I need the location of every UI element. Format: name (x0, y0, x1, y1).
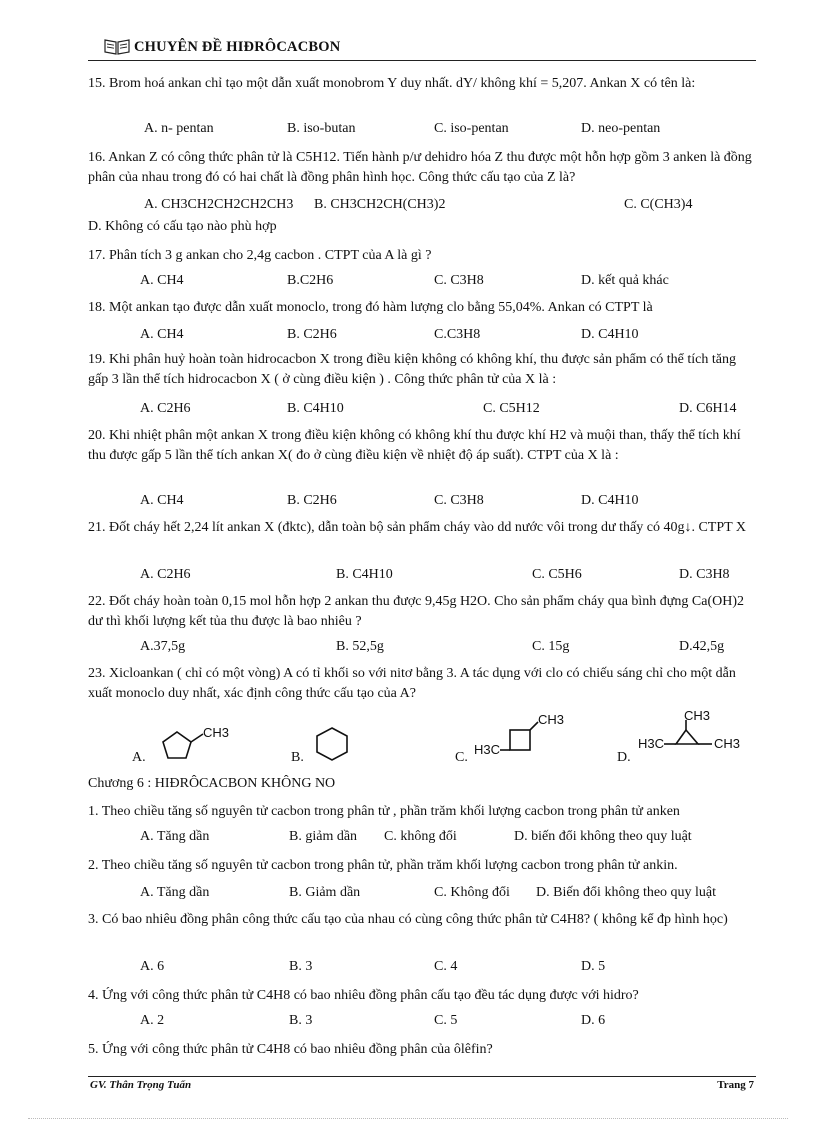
q20-option-c: C. C3H8 (434, 493, 484, 508)
question-16: 16. Ankan Z có công thức phân tử là C5H12. Tiến hành p/ư dehidro hóa Z thu được một hỗn hợp gồm 3 anken là đồng phân của nhau trong đó có hai chất là đồng phân hình học. Công thức cấu tạo của Z là? (88, 150, 752, 185)
structure-cyclohexane (312, 724, 356, 768)
q17-option-c: C. C3H8 (434, 273, 484, 288)
chapter-heading: Chương 6 : HIĐRÔCACBON KHÔNG NO (88, 776, 336, 791)
chapter6-question-1: 1. Theo chiều tăng số nguyên tử cacbon trong phân tử , phần trăm khối lượng cacbon trong phân tử anken (88, 804, 680, 819)
c6q1-option-b: B. giảm dần (289, 829, 358, 844)
q22-option-a: A.37,5g (140, 639, 186, 654)
bottom-divider (28, 1118, 788, 1119)
q19-option-a: A. C2H6 (140, 401, 191, 416)
q21-option-c: C. C5H6 (532, 567, 582, 582)
q21-option-a: A. C2H6 (140, 567, 191, 582)
q18-option-d: D. C4H10 (581, 327, 639, 342)
ch3-label: CH3 (203, 725, 230, 740)
q20-option-d: D. C4H10 (581, 493, 639, 508)
structure-methylcyclopentane (155, 722, 235, 768)
header-title: CHUYÊN ĐỀ HIĐRÔCACBON (134, 39, 341, 55)
q22-option-b: B. 52,5g (336, 639, 384, 654)
h3c-label: H3C (474, 742, 501, 757)
q18-option-a: A. CH4 (140, 327, 184, 342)
c6q2-option-a: A. Tăng dần (140, 885, 210, 900)
q22-option-d: D.42,5g (679, 639, 725, 654)
c6q4-option-d: D. 6 (581, 1013, 606, 1028)
question-22: 22. Đốt cháy hoàn toàn 0,15 mol hỗn hợp 2 ankan thu được 9,45g H2O. Cho sản phẩm cháy qua bình đựng Ca(OH)2 dư thì khối lượng kết tủa thu được là bao nhiêu ? (88, 594, 744, 629)
q17-option-d: D. kết quả khác (581, 273, 669, 288)
c6q1-option-a: A. Tăng dần (140, 829, 210, 844)
c6q3-option-b: B. 3 (289, 959, 313, 974)
question-17: 17. Phân tích 3 g ankan cho 2,4g cacbon . CTPT của A là gì ? (88, 248, 432, 263)
footer-page-number: Trang 7 (717, 1079, 754, 1091)
c6q2-option-b: B. Giảm dần (289, 885, 361, 900)
c6q3-option-c: C. 4 (434, 959, 458, 974)
open-book-icon (104, 37, 130, 55)
structure-dimethylcyclobutane (472, 710, 582, 768)
q17-option-a: A. CH4 (140, 273, 184, 288)
ch3-label: CH3 (538, 712, 565, 727)
c6q4-option-a: A. 2 (140, 1013, 165, 1028)
question-21: 21. Đốt cháy hết 2,24 lít ankan X (đktc), dẫn toàn bộ sản phẩm cháy vào dd nước vôi trong dư thấy có 40g↓. CTPT X (88, 520, 747, 535)
c6q4-option-b: B. 3 (289, 1013, 313, 1028)
c6q3-option-a: A. 6 (140, 959, 165, 974)
question-18: 18. Một ankan tạo được dẫn xuất monoclo, trong đó hàm lượng clo bằng 55,04%. Ankan có CTPT là (88, 300, 653, 315)
q15-option-a: A. n- pentan (144, 121, 214, 136)
question-19: 19. Khi phân huỷ hoàn toàn hidrocacbon X trong điều kiện không có không khí, thu được sản phẩm có thể tích tăng gấp 3 lần thể tích hidrocacbon X ( ở cùng điều kiện ) . Công thức phân tử của X là : (88, 352, 736, 387)
q15-option-b: B. iso-butan (287, 121, 356, 136)
page-header (88, 34, 756, 61)
chapter6-question-2: 2. Theo chiều tăng số nguyên tử cacbon trong phân tử, phần trăm khối lượng cacbon trong phân tử ankin. (88, 858, 678, 873)
question-23: 23. Xicloankan ( chỉ có một vòng) A có tỉ khối so với nitơ bằng 3. A tác dụng với clo có chiếu sáng chỉ cho một dẫn xuất monoclo duy nhất, xác định công thức cấu tạo của A? (88, 666, 736, 701)
chapter6-question-5: 5. Ứng với công thức phân tử C4H8 có bao nhiêu đồng phân của ôlêfin? (88, 1042, 493, 1057)
q23-option-d: D. (617, 750, 631, 765)
q18-option-c: C.C3H8 (434, 327, 481, 342)
q19-option-b: B. C4H10 (287, 401, 344, 416)
h3c-label: H3C (638, 736, 665, 751)
q16-option-a: A. CH3CH2CH2CH2CH3 (144, 197, 294, 212)
q16-option-d: D. Không có cấu tạo nào phù hợp (88, 219, 277, 234)
q19-option-d: D. C6H14 (679, 401, 737, 416)
q18-option-b: B. C2H6 (287, 327, 337, 342)
c6q1-option-c: C. không đổi (384, 829, 457, 844)
c6q4-option-c: C. 5 (434, 1013, 458, 1028)
q23-option-a: A. (132, 750, 146, 765)
q15-option-d: D. neo-pentan (581, 121, 661, 136)
q23-option-c: C. (455, 750, 468, 765)
ch3-label: CH3 (714, 736, 741, 751)
ch3-label: CH3 (684, 708, 711, 723)
question-20: 20. Khi nhiệt phân một ankan X trong điều kiện không có không khí thu được khí H2 và muội than, thấy thể tích khí thu được gấp 5 lần thể tích ankan X( đo ở cùng điều kiện về nhiệt độ áp suất). CTPT của X là : (88, 428, 741, 463)
c6q2-option-c: C. Không đổi (434, 885, 510, 900)
c6q1-option-d: D. biến đổi không theo quy luật (514, 829, 692, 844)
q21-option-b: B. C4H10 (336, 567, 393, 582)
structure-trimethylcyclopropane (636, 706, 756, 762)
page-footer (88, 1076, 756, 1091)
q15-option-c: C. iso-pentan (434, 121, 509, 136)
question-15: 15. Brom hoá ankan chỉ tạo một dẫn xuất monobrom Y duy nhất. dY/ không khí = 5,207. Ankan X có tên là: (88, 76, 696, 91)
q17-option-b: B.C2H6 (287, 273, 334, 288)
q19-option-c: C. C5H12 (483, 401, 540, 416)
q21-option-d: D. C3H8 (679, 567, 730, 582)
footer-author: GV. Thân Trọng Tuấn (90, 1079, 192, 1091)
q22-option-c: C. 15g (532, 639, 570, 654)
q20-option-a: A. CH4 (140, 493, 184, 508)
chapter6-question-4: 4. Ứng với công thức phân tử C4H8 có bao nhiêu đồng phân cấu tạo đều tác dụng được với hidro? (88, 988, 639, 1003)
q16-option-c: C. C(CH3)4 (624, 197, 693, 212)
c6q2-option-d: D. Biến đổi không theo quy luật (536, 885, 717, 900)
chapter6-question-3: 3. Có bao nhiêu đồng phân công thức cấu tạo của nhau có cùng công thức phân tử C4H8? ( không kể đp hình học) (88, 912, 728, 927)
c6q3-option-d: D. 5 (581, 959, 606, 974)
q23-option-b: B. (291, 750, 304, 765)
q20-option-b: B. C2H6 (287, 493, 337, 508)
q16-option-b: B. CH3CH2CH(CH3)2 (314, 197, 446, 212)
